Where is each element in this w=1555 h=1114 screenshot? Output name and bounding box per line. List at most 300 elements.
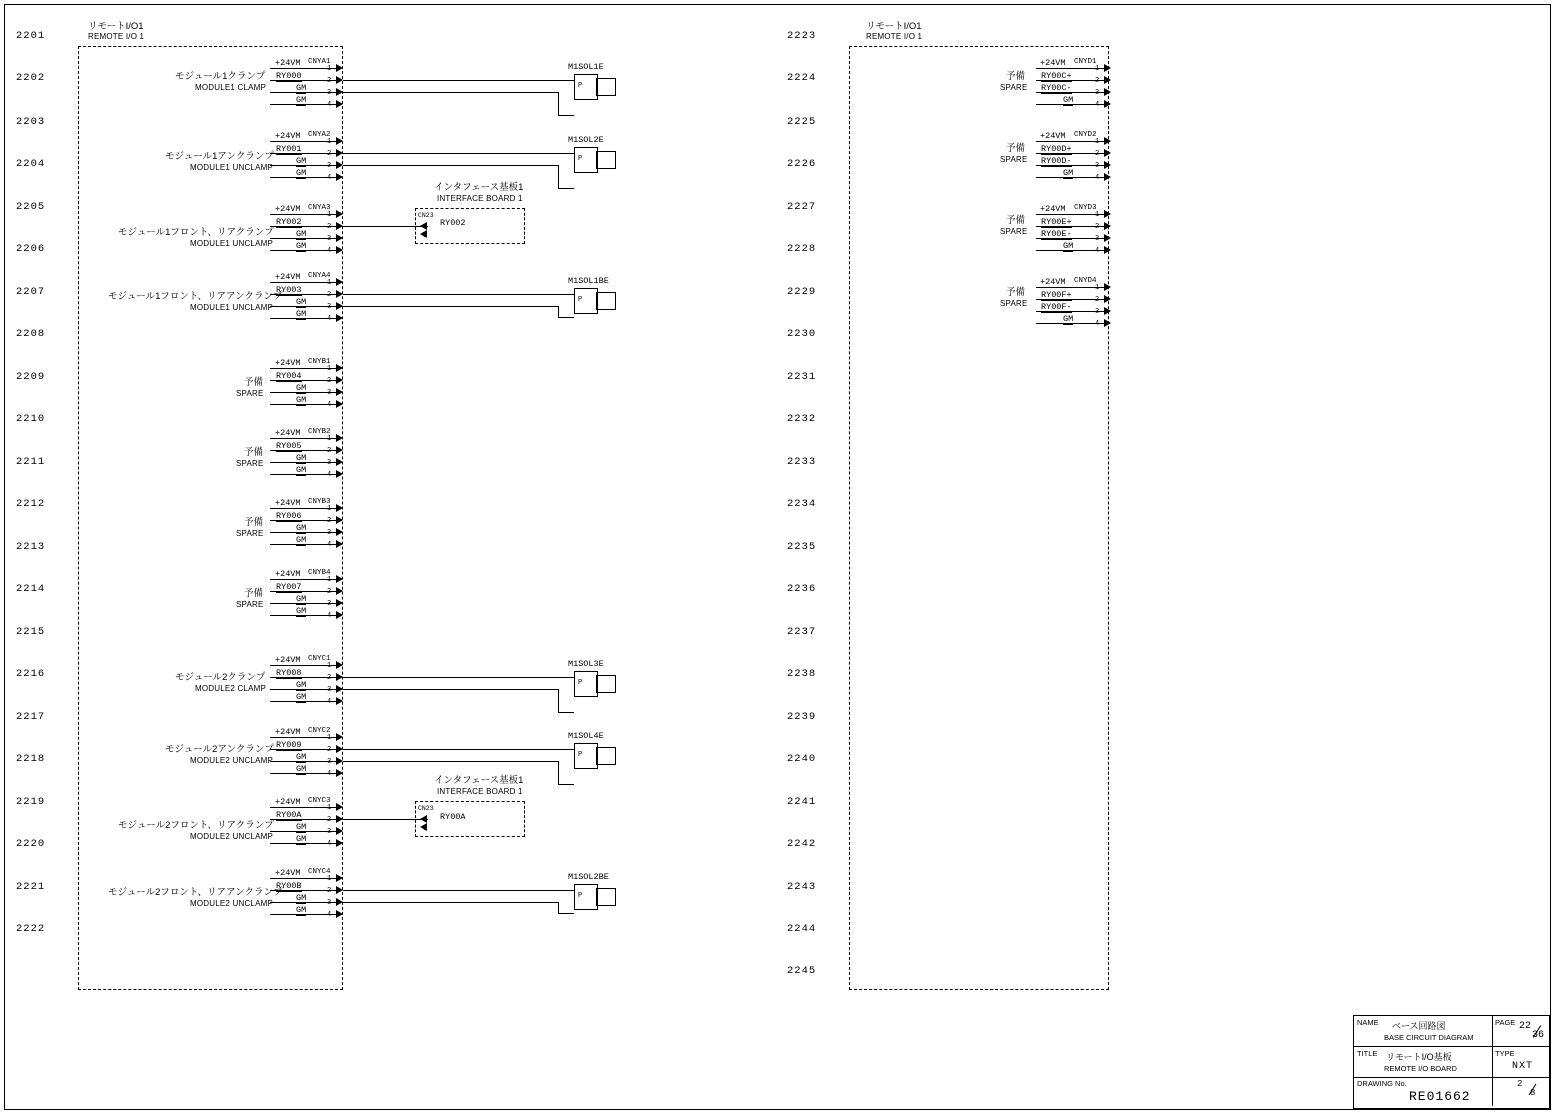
wire <box>343 80 574 81</box>
pin-number: 1 <box>1095 211 1100 219</box>
pin-number: 3 <box>327 303 332 311</box>
wire <box>343 819 428 820</box>
wire <box>270 104 338 105</box>
title-block-title-en: REMOTE I/O BOARD <box>1384 1064 1457 1073</box>
rail-label: +24VM <box>275 569 301 579</box>
solenoid-port-label: P <box>578 892 583 900</box>
pin-number: 4 <box>1095 320 1100 328</box>
rail-label: GM <box>296 168 307 178</box>
pin-number: 2 <box>327 223 332 231</box>
group-label-en: SPARE <box>1000 155 1028 164</box>
group-label-jp: モジュール2フロント、リアクランプ <box>118 820 274 831</box>
row-number: 2245 <box>787 965 817 977</box>
pin-number: 1 <box>327 662 332 670</box>
group-label-en: MODULE1 UNCLAMP <box>190 163 274 172</box>
rail-label: GM <box>1063 241 1074 251</box>
row-number: 2206 <box>16 243 46 255</box>
group-label-en: MODULE1 CLAMP <box>195 83 267 92</box>
group-label-en: SPARE <box>236 389 264 398</box>
group-label-jp: モジュール1フロント、リアクランプ <box>118 227 274 238</box>
solenoid-label: M1SOL4E <box>568 731 604 741</box>
rail-label: GM <box>296 834 307 844</box>
wire <box>558 784 574 785</box>
connector-label: CNYC1 <box>308 655 331 663</box>
wire <box>1036 250 1106 251</box>
title-block-name-key: NAME <box>1357 1018 1379 1027</box>
wire <box>343 689 558 690</box>
cn-label: CN23 <box>418 212 434 219</box>
pin-number: 1 <box>327 65 332 73</box>
group-label-jp: 予備 <box>244 588 264 599</box>
wire <box>558 115 574 116</box>
solenoid-port-label: P <box>578 82 583 90</box>
wire <box>1036 80 1106 81</box>
wire <box>1036 238 1106 239</box>
solenoid-label: M1SOL3E <box>568 659 604 669</box>
pin-number: 2 <box>327 517 332 525</box>
wire <box>270 579 338 580</box>
wire <box>558 712 574 713</box>
title-block-page-key: PAGE <box>1495 1018 1516 1027</box>
row-number: 2210 <box>16 413 46 425</box>
title-block-name-en: BASE CIRCUIT DIAGRAM <box>1384 1033 1474 1042</box>
rail-label: GM <box>1063 314 1074 324</box>
solenoid-coil <box>596 292 616 310</box>
wire <box>270 689 338 690</box>
rail-label: GM <box>296 905 307 915</box>
row-number: 2244 <box>787 923 817 935</box>
signal-label: RY00F+ <box>1041 290 1072 300</box>
rail-label: GM <box>296 535 307 545</box>
connector-label: CNYB1 <box>308 358 331 366</box>
title-block-type-value: NXT <box>1512 1061 1534 1072</box>
wire <box>270 80 338 81</box>
rail-label: GM <box>296 822 307 832</box>
pin-number: 4 <box>327 101 332 109</box>
rail-label: GM <box>296 453 307 463</box>
wire <box>270 843 338 844</box>
wire <box>1036 141 1106 142</box>
signal-label: RY002 <box>276 217 302 227</box>
wire <box>558 913 574 914</box>
row-number: 2227 <box>787 201 817 213</box>
pin-number: 3 <box>327 529 332 537</box>
pin-number: 3 <box>327 89 332 97</box>
wire <box>343 749 574 750</box>
connector-label: CNYC4 <box>308 868 331 876</box>
interface-board-label-jp: インタフェース基板1 <box>434 775 524 786</box>
row-number: 2211 <box>16 456 46 468</box>
pin-number: 4 <box>327 174 332 182</box>
row-number: 2213 <box>16 541 46 553</box>
title-block-drawing-value: RE01662 <box>1409 1089 1471 1104</box>
pin-number: 2 <box>327 77 332 85</box>
wire <box>270 773 338 774</box>
pin-number: 4 <box>327 247 332 255</box>
connector-label: CNYD2 <box>1074 131 1097 139</box>
wire <box>343 890 574 891</box>
row-number: 2230 <box>787 328 817 340</box>
pin-number: 2 <box>327 150 332 158</box>
wire <box>270 214 338 215</box>
group-label-en: MODULE1 UNCLAMP <box>190 303 274 312</box>
pin-number: 4 <box>327 315 332 323</box>
rail-label: +24VM <box>1040 204 1066 214</box>
wire <box>270 68 338 69</box>
row-number: 2209 <box>16 371 46 383</box>
row-number: 2205 <box>16 201 46 213</box>
signal-label: RY007 <box>276 582 302 592</box>
pin-number: 2 <box>1095 150 1100 158</box>
title-block-title-jp: リモートI/O基板 <box>1386 1052 1452 1062</box>
group-label-jp: 予備 <box>1006 287 1026 298</box>
row-number: 2218 <box>16 753 46 765</box>
group-label-jp: 予備 <box>1006 71 1026 82</box>
pin-number: 2 <box>1095 223 1100 231</box>
row-number: 2226 <box>787 158 817 170</box>
row-number: 2224 <box>787 72 817 84</box>
pin-number: 4 <box>327 911 332 919</box>
terminal-arrow-icon <box>420 222 427 230</box>
group-label-jp: 予備 <box>244 517 264 528</box>
row-number: 2208 <box>16 328 46 340</box>
pin-number: 3 <box>1095 162 1100 170</box>
row-number: 2217 <box>16 711 46 723</box>
row-number: 2225 <box>787 116 817 128</box>
rail-label: GM <box>296 594 307 604</box>
pin-number: 3 <box>327 235 332 243</box>
pin-number: 4 <box>327 698 332 706</box>
pin-number: 2 <box>327 447 332 455</box>
row-number: 2237 <box>787 626 817 638</box>
wire <box>1036 226 1106 227</box>
rail-label: GM <box>296 241 307 251</box>
pin-number: 4 <box>327 770 332 778</box>
cn-signal-label: RY00A <box>440 812 466 822</box>
signal-label: RY001 <box>276 144 302 154</box>
wire <box>558 317 574 318</box>
rail-label: +24VM <box>275 204 301 214</box>
rail-label: RY00F- <box>1041 302 1072 312</box>
rail-label: +24VM <box>275 272 301 282</box>
solenoid-port-label: P <box>578 155 583 163</box>
group-label-jp: 予備 <box>1006 215 1026 226</box>
rail-label: GM <box>1063 95 1074 105</box>
pin-number: 4 <box>1095 247 1100 255</box>
wire <box>343 92 558 93</box>
right-header-jp: リモートI/O1 <box>866 21 922 32</box>
pin-number: 1 <box>327 138 332 146</box>
row-number: 2204 <box>16 158 46 170</box>
signal-label: RY003 <box>276 285 302 295</box>
pin-number: 3 <box>327 899 332 907</box>
pin-number: 3 <box>327 758 332 766</box>
pin-number: 3 <box>1095 89 1100 97</box>
rail-label: +24VM <box>275 727 301 737</box>
wire <box>270 92 338 93</box>
interface-board-label-jp: インタフェース基板1 <box>434 182 524 193</box>
rail-label: GM <box>296 297 307 307</box>
pin-number: 3 <box>1095 235 1100 243</box>
group-label-en: MODULE2 UNCLAMP <box>190 756 274 765</box>
solenoid-coil <box>596 78 616 96</box>
pin-number: 4 <box>327 471 332 479</box>
signal-label: RY004 <box>276 371 302 381</box>
group-label-jp: モジュール1フロント、リアアンクランプ <box>108 291 283 302</box>
solenoid-label: M1SOL1E <box>568 62 604 72</box>
row-number: 2202 <box>16 72 46 84</box>
cn-signal-label: RY002 <box>440 218 466 228</box>
pin-number: 1 <box>327 804 332 812</box>
solenoid-coil <box>596 888 616 906</box>
wire <box>343 226 428 227</box>
wire <box>270 462 338 463</box>
left-header-en: REMOTE I/O 1 <box>88 32 145 41</box>
rail-label: GM <box>296 383 307 393</box>
pin-number: 1 <box>327 211 332 219</box>
wire <box>558 92 559 115</box>
cn-pin-number: 3 <box>423 232 428 240</box>
rail-label: GM <box>296 692 307 702</box>
pin-number: 2 <box>327 588 332 596</box>
pin-number: 2 <box>327 816 332 824</box>
signal-label: RY00D+ <box>1041 144 1072 154</box>
wire <box>270 665 338 666</box>
pin-number: 2 <box>327 291 332 299</box>
group-label-en: MODULE2 UNCLAMP <box>190 832 274 841</box>
group-label-jp: モジュール2フロント、リアアンクランプ <box>108 887 283 898</box>
pin-number: 1 <box>327 505 332 513</box>
pin-number: 3 <box>327 389 332 397</box>
title-block-rev-num: 2 <box>1517 1079 1523 1089</box>
pin-number: 4 <box>327 401 332 409</box>
signal-label: RY00C+ <box>1041 71 1072 81</box>
pin-number: 1 <box>1095 65 1100 73</box>
rail-label: +24VM <box>275 358 301 368</box>
connector-label: CNYA4 <box>308 272 331 280</box>
remote-io-1-boundary-left <box>78 46 343 990</box>
wire <box>558 165 559 188</box>
title-block-title-key: TITLE <box>1357 1049 1378 1058</box>
terminal-arrow-icon <box>420 815 427 823</box>
row-number: 2203 <box>16 116 46 128</box>
wire <box>270 677 338 678</box>
rail-label: +24VM <box>275 655 301 665</box>
row-number: 2235 <box>787 541 817 553</box>
wire <box>270 226 338 227</box>
wire <box>270 165 338 166</box>
rail-label: GM <box>296 680 307 690</box>
pin-number: 2 <box>327 746 332 754</box>
title-block-type-key: TYPE <box>1495 1049 1515 1058</box>
pin-number: 4 <box>327 840 332 848</box>
solenoid-coil <box>596 747 616 765</box>
rail-label: GM <box>296 523 307 533</box>
wire <box>1036 287 1106 288</box>
wire <box>270 819 338 820</box>
signal-label: RY000 <box>276 71 302 81</box>
rail-label: +24VM <box>275 797 301 807</box>
remote-io-1-boundary-right <box>849 46 1109 990</box>
title-block-name-jp: ベース回路図 <box>1392 1021 1446 1031</box>
wire <box>1036 311 1106 312</box>
wire <box>343 902 558 903</box>
connector-label: CNYB3 <box>308 498 331 506</box>
wire <box>270 591 338 592</box>
row-number: 2241 <box>787 796 817 808</box>
left-header-jp: リモートI/O1 <box>88 21 144 32</box>
connector-label: CNYA2 <box>308 131 331 139</box>
wire <box>270 508 338 509</box>
interface-board-label-en: INTERFACE BOARD 1 <box>437 194 523 203</box>
pin-number: 1 <box>1095 284 1100 292</box>
wire <box>343 306 558 307</box>
pin-number: 1 <box>327 576 332 584</box>
rail-label: GM <box>296 764 307 774</box>
pin-number: 1 <box>327 279 332 287</box>
cn-label: CN23 <box>418 805 434 812</box>
wire <box>270 878 338 879</box>
solenoid-port-label: P <box>578 751 583 759</box>
wire <box>1036 323 1106 324</box>
signal-label: RY006 <box>276 511 302 521</box>
wire <box>270 438 338 439</box>
wire <box>270 615 338 616</box>
wire <box>270 761 338 762</box>
wire <box>1036 92 1106 93</box>
wire <box>343 153 574 154</box>
signal-label: RY008 <box>276 668 302 678</box>
signal-label: RY00B <box>276 881 302 891</box>
pin-number: 4 <box>1095 174 1100 182</box>
wire <box>343 761 558 762</box>
pin-number: 2 <box>1095 77 1100 85</box>
wire <box>270 544 338 545</box>
solenoid-label: M1SOL1BE <box>568 276 609 286</box>
row-number: 2222 <box>16 923 46 935</box>
rail-label: GM <box>296 465 307 475</box>
row-number: 2240 <box>787 753 817 765</box>
row-number: 2232 <box>787 413 817 425</box>
rail-label: RY00C- <box>1041 83 1072 93</box>
connector-label: CNYB2 <box>308 428 331 436</box>
row-number: 2231 <box>787 371 817 383</box>
rail-label: GM <box>296 83 307 93</box>
row-number: 2242 <box>787 838 817 850</box>
group-label-en: SPARE <box>236 459 264 468</box>
row-number: 2220 <box>16 838 46 850</box>
connector-label: CNYD4 <box>1074 277 1097 285</box>
rail-label: RY00E- <box>1041 229 1072 239</box>
wire <box>1036 214 1106 215</box>
wire <box>270 368 338 369</box>
wire <box>270 474 338 475</box>
row-number: 2219 <box>16 796 46 808</box>
wire <box>1036 68 1106 69</box>
title-block-page-num: 22 <box>1519 1021 1532 1032</box>
wire <box>270 141 338 142</box>
solenoid-port-label: P <box>578 296 583 304</box>
connector-label: CNYD1 <box>1074 58 1097 66</box>
pin-number: 2 <box>327 377 332 385</box>
title-block-rev-den: 8 <box>1530 1088 1536 1098</box>
rail-label: GM <box>296 309 307 319</box>
row-number: 2233 <box>787 456 817 468</box>
wire <box>270 737 338 738</box>
wire <box>270 890 338 891</box>
interface-board-label-en: INTERFACE BOARD 1 <box>437 787 523 796</box>
wire <box>270 450 338 451</box>
pin-number: 4 <box>327 612 332 620</box>
rail-label: +24VM <box>275 58 301 68</box>
pin-number: 3 <box>327 459 332 467</box>
wire <box>270 306 338 307</box>
row-number: 2243 <box>787 881 817 893</box>
row-number: 2223 <box>787 30 817 42</box>
row-number: 2215 <box>16 626 46 638</box>
pin-number: 1 <box>327 365 332 373</box>
pin-number: 4 <box>327 541 332 549</box>
rail-label: GM <box>296 752 307 762</box>
group-label-jp: 予備 <box>1006 143 1026 154</box>
row-number: 2239 <box>787 711 817 723</box>
solenoid-coil <box>596 675 616 693</box>
group-label-jp: モジュール2アンクランプ <box>165 744 274 755</box>
row-number: 2212 <box>16 498 46 510</box>
group-label-en: SPARE <box>1000 227 1028 236</box>
wire <box>270 392 338 393</box>
row-number: 2228 <box>787 243 817 255</box>
wire <box>558 689 559 712</box>
wire <box>270 603 338 604</box>
wire <box>270 831 338 832</box>
rail-label: GM <box>296 229 307 239</box>
rail-label: GM <box>296 395 307 405</box>
wire <box>270 250 338 251</box>
pin-number: 2 <box>327 674 332 682</box>
rail-label: GM <box>296 95 307 105</box>
rail-label: +24VM <box>275 868 301 878</box>
pin-number: 3 <box>327 686 332 694</box>
wire <box>270 902 338 903</box>
group-label-en: SPARE <box>1000 83 1028 92</box>
rail-label: GM <box>296 156 307 166</box>
pin-number: 3 <box>1095 308 1100 316</box>
rail-label: +24VM <box>275 131 301 141</box>
row-number: 2234 <box>787 498 817 510</box>
wire <box>1036 153 1106 154</box>
pin-number: 1 <box>327 875 332 883</box>
group-label-en: MODULE2 UNCLAMP <box>190 899 274 908</box>
group-label-en: SPARE <box>1000 299 1028 308</box>
connector-label: CNYC3 <box>308 797 331 805</box>
pin-number: 1 <box>327 435 332 443</box>
row-number: 2229 <box>787 286 817 298</box>
wire <box>270 238 338 239</box>
wire <box>270 282 338 283</box>
wire <box>270 749 338 750</box>
wire <box>270 153 338 154</box>
pin-number: 2 <box>1095 296 1100 304</box>
solenoid-port-label: P <box>578 679 583 687</box>
signal-label: RY00A <box>276 810 302 820</box>
wire <box>270 914 338 915</box>
signal-label: RY009 <box>276 740 302 750</box>
solenoid-label: M1SOL2BE <box>568 872 609 882</box>
rail-label: +24VM <box>1040 58 1066 68</box>
wire <box>343 294 574 295</box>
title-block <box>1353 1015 1550 1109</box>
